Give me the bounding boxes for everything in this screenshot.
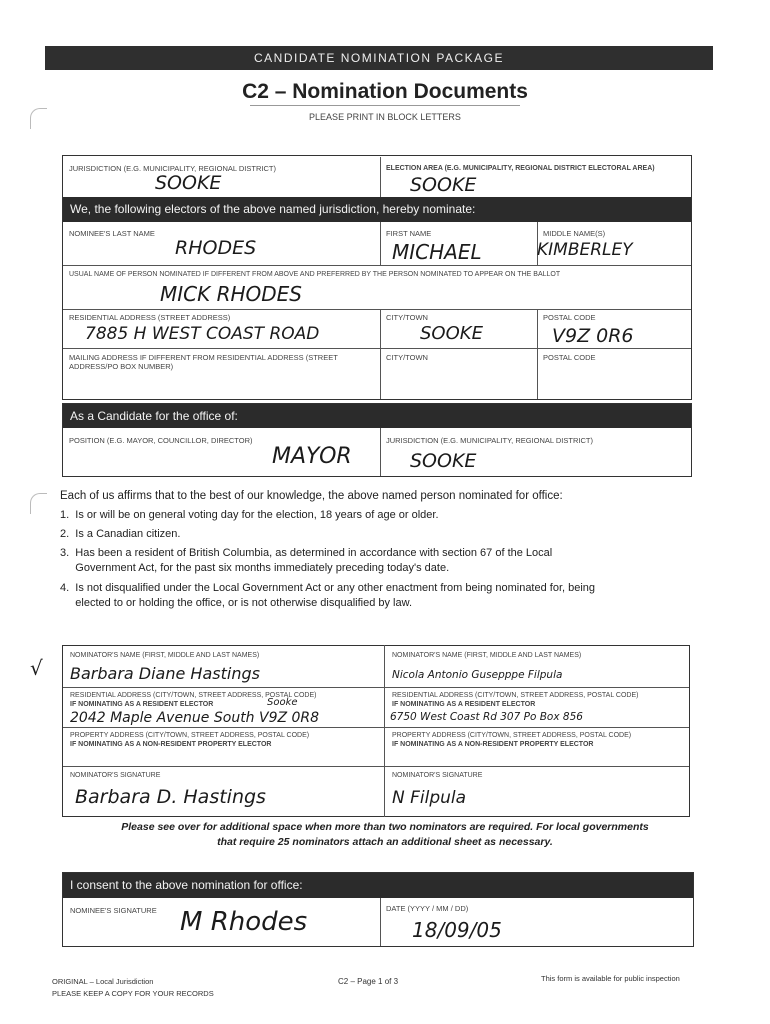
affirm-item: Government Act, for the past six months immediately preceding today's date. <box>60 562 450 574</box>
nominee-signature[interactable]: M Rhodes <box>180 907 308 937</box>
package-banner: CANDIDATE NOMINATION PACKAGE <box>45 46 713 70</box>
affirm-item: 1. Is or will be on general voting day for the election, 18 years of age or older. <box>60 509 439 521</box>
binder-mark <box>30 493 47 514</box>
mailing-postal-label: POSTAL CODE <box>543 353 596 362</box>
page-number: C2 – Page 1 of 3 <box>338 977 399 986</box>
middle-name-field[interactable]: KIMBERLEY <box>537 240 633 260</box>
nominator1-address-field[interactable]: 2042 Maple Avenue South V9Z 0R8 <box>70 710 320 726</box>
consent-bar: I consent to the above nomination for office: <box>63 873 693 898</box>
nominator2-res-sub: IF NOMINATING AS A RESIDENT ELECTOR <box>392 701 536 708</box>
divider <box>63 687 689 688</box>
divider <box>380 157 381 197</box>
usual-name-field[interactable]: MICK RHODES <box>160 282 303 306</box>
divider <box>63 348 691 349</box>
divider <box>380 222 381 265</box>
nominator2-sig-label: NOMINATOR'S SIGNATURE <box>392 772 483 779</box>
date-field[interactable]: 18/09/05 <box>412 918 502 942</box>
nominator2-prop-label: PROPERTY ADDRESS (CITY/TOWN, STREET ADDRESS, POSTAL CODE) <box>392 732 632 739</box>
divider <box>63 265 691 266</box>
middle-name-label: MIDDLE NAME(S) <box>543 229 606 238</box>
additional-space-note: Please see over for additional space when more than two nominators are required. For local governments <box>121 821 649 833</box>
nominator1-sig-label: NOMINATOR'S SIGNATURE <box>70 772 161 779</box>
nominator1-name-label: NOMINATOR'S NAME (FIRST, MIDDLE AND LAST NAMES) <box>70 652 260 659</box>
divider <box>537 309 538 399</box>
mailing-address-label: MAILING ADDRESS IF DIFFERENT FROM RESIDENTIAL ADDRESS (STREET ADDRESS/PO BOX NUMBER) <box>69 353 338 371</box>
affirm-item: elected to or holding the office, or is not otherwise disqualified by law. <box>60 597 412 609</box>
nominator1-city-field[interactable]: Sooke <box>267 697 298 708</box>
check-mark: √ <box>30 656 43 680</box>
form-subtitle: PLEASE PRINT IN BLOCK LETTERS <box>309 112 461 122</box>
public-inspection-note: This form is available for public inspection <box>541 974 680 983</box>
nominator2-signature[interactable]: N Filpula <box>392 788 467 808</box>
position-label: POSITION (E.G. MAYOR, COUNCILLOR, DIRECTOR) <box>69 436 253 445</box>
election-area-field[interactable]: SOOKE <box>410 174 477 196</box>
title-rule <box>250 105 520 106</box>
nominator1-prop-label: PROPERTY ADDRESS (CITY/TOWN, STREET ADDRESS, POSTAL CODE) <box>70 732 310 739</box>
first-name-field[interactable]: MICHAEL <box>392 240 482 264</box>
footer-keep-copy: PLEASE KEEP A COPY FOR YOUR RECORDS <box>52 989 214 998</box>
nominator2-name-label: NOMINATOR'S NAME (FIRST, MIDDLE AND LAST NAMES) <box>392 652 582 659</box>
affirm-intro: Each of us affirms that to the best of our knowledge, the above named person nominated for office: <box>60 490 563 502</box>
election-area-label: ELECTION AREA (E.G. MUNICIPALITY, REGIONAL DISTRICT ELECTORAL AREA) <box>386 165 655 172</box>
nominee-signature-label: NOMINEE'S SIGNATURE <box>70 906 157 915</box>
nominator1-res-sub: IF NOMINATING AS A RESIDENT ELECTOR <box>70 701 214 708</box>
affirm-item: 2. Is a Canadian citizen. <box>60 528 181 540</box>
city-label: CITY/TOWN <box>386 313 428 322</box>
nominator2-res-label: RESIDENTIAL ADDRESS (CITY/TOWN, STREET ADDRESS, POSTAL CODE) <box>392 692 639 699</box>
last-name-field[interactable]: RHODES <box>175 237 257 259</box>
city-field[interactable]: SOOKE <box>420 323 483 344</box>
office-jurisdiction-label: JURISDICTION (E.G. MUNICIPALITY, REGIONAL DISTRICT) <box>386 436 593 445</box>
jurisdiction-label: JURISDICTION (E.G. MUNICIPALITY, REGIONAL DISTRICT) <box>69 164 276 173</box>
binder-mark <box>30 108 47 129</box>
usual-name-label: USUAL NAME OF PERSON NOMINATED IF DIFFERENT FROM ABOVE AND PREFERRED BY THE PERSON NOMINATED TO APPEAR ON THE BALLOT <box>69 271 561 278</box>
divider <box>380 428 381 476</box>
additional-space-note-2: that require 25 nominators attach an additional sheet as necessary. <box>217 836 553 848</box>
last-name-label: NOMINEE'S LAST NAME <box>69 229 155 238</box>
nominator2-address-field[interactable]: 6750 West Coast Rd 307 Po Box 856 <box>390 711 583 723</box>
affirm-item: 3. Has been a resident of British Columbia, as determined in accordance with section 67 of the Local <box>60 547 553 559</box>
footer-original: ORIGINAL – Local Jurisdiction <box>52 977 154 986</box>
candidate-bar: As a Candidate for the office of: <box>63 404 691 428</box>
office-jurisdiction-field[interactable]: SOOKE <box>410 450 477 472</box>
residential-address-field[interactable]: 7885 H WEST COAST ROAD <box>85 324 320 344</box>
divider <box>63 727 689 728</box>
divider <box>380 898 381 946</box>
divider <box>63 309 691 310</box>
affirm-item: 4. Is not disqualified under the Local Government Act or any other enactment from being nominated for, being <box>60 582 596 594</box>
nominate-bar: We, the following electors of the above named jurisdiction, hereby nominate: <box>63 197 691 222</box>
postal-code-label: POSTAL CODE <box>543 313 596 322</box>
divider <box>380 309 381 399</box>
divider <box>63 766 689 767</box>
postal-code-field[interactable]: V9Z 0R6 <box>552 325 634 347</box>
residential-address-label: RESIDENTIAL ADDRESS (STREET ADDRESS) <box>69 313 231 322</box>
nominator2-name-field[interactable]: Nicola Antonio Gusepppe Filpula <box>392 669 563 681</box>
nominator1-signature[interactable]: Barbara D. Hastings <box>75 786 266 808</box>
divider <box>384 645 385 817</box>
nominator1-prop-sub: IF NOMINATING AS A NON-RESIDENT PROPERTY ELECTOR <box>70 741 272 748</box>
nominator1-res-label: RESIDENTIAL ADDRESS (CITY/TOWN, STREET ADDRESS, POSTAL CODE) <box>70 692 317 699</box>
jurisdiction-field[interactable]: SOOKE <box>155 172 222 194</box>
nominator2-prop-sub: IF NOMINATING AS A NON-RESIDENT PROPERTY ELECTOR <box>392 741 594 748</box>
nominator1-name-field[interactable]: Barbara Diane Hastings <box>70 664 260 683</box>
mailing-city-label: CITY/TOWN <box>386 353 428 362</box>
date-label: DATE (YYYY / MM / DD) <box>386 904 469 913</box>
position-field[interactable]: MAYOR <box>272 444 352 469</box>
form-title: C2 – Nomination Documents <box>242 80 528 103</box>
first-name-label: FIRST NAME <box>386 229 432 238</box>
